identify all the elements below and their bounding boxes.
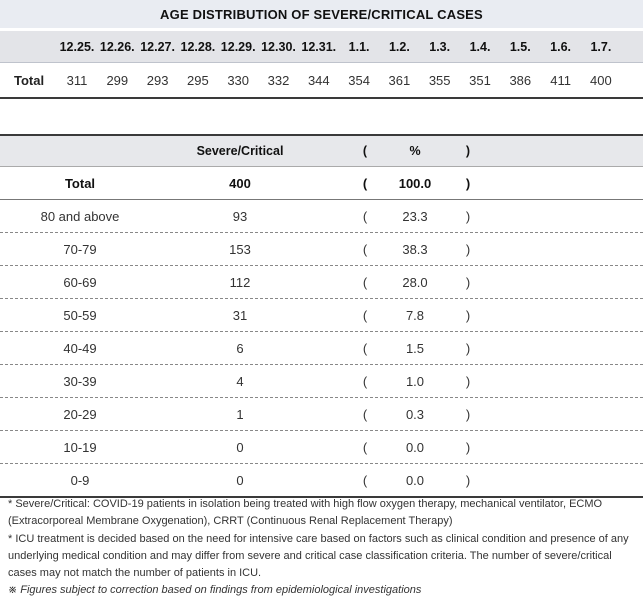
- percent: 28.0: [402, 274, 428, 290]
- date-header: 12.31.: [301, 39, 337, 54]
- date-header: 12.30.: [261, 39, 296, 54]
- age-total-row: [0, 167, 643, 200]
- footnote-correction: ※ Figures subject to correction based on findings from epidemiological investigations: [8, 584, 422, 597]
- severe-count: 0: [236, 439, 244, 455]
- open-paren: (: [362, 472, 368, 488]
- header-count: Severe/Critical: [196, 144, 284, 158]
- percent: 0.3: [405, 406, 425, 422]
- percent: 7.8: [405, 307, 425, 323]
- percent: 0.0: [405, 439, 425, 455]
- daily-total-value: 351: [469, 72, 491, 88]
- age-row: [0, 332, 643, 365]
- daily-row-label: Total: [14, 72, 45, 88]
- age-row: [0, 365, 643, 398]
- percent: 23.3: [402, 208, 428, 224]
- close-paren: ): [465, 439, 471, 455]
- severe-count: 153: [229, 241, 251, 257]
- footnote-severe-definition: * Severe/Critical: COVID-19 patients in isolation being treated with high flow oxygen therapy, mechanical ventilator, ECMO (Extracorporeal Membrane Oxygenation), CRRT (Continuous Renal Replacement Therapy): [8, 498, 603, 528]
- severe-count: 93: [232, 208, 248, 224]
- percent: 38.3: [402, 241, 428, 257]
- daily-total-value: 332: [267, 72, 290, 88]
- date-header: 1.2.: [388, 39, 410, 54]
- close-paren: ): [465, 208, 471, 224]
- footnotes: [8, 496, 638, 600]
- daily-total-value: 344: [307, 72, 330, 88]
- age-row: [0, 431, 643, 464]
- total-close-paren: ): [465, 175, 471, 191]
- age-row: [0, 299, 643, 332]
- age-group: 30-39: [63, 373, 97, 389]
- age-group: 60-69: [63, 274, 97, 290]
- daily-total-table: [0, 31, 643, 99]
- age-rows: [0, 200, 643, 498]
- open-paren: (: [362, 241, 368, 257]
- open-paren: (: [362, 406, 368, 422]
- percent: 1.0: [405, 373, 425, 389]
- close-paren: ): [465, 472, 471, 488]
- total-count: 400: [229, 175, 251, 191]
- date-header: 12.27.: [140, 39, 175, 54]
- daily-total-value: 299: [106, 72, 129, 88]
- daily-total-value: 400: [590, 72, 612, 88]
- open-paren: (: [362, 208, 368, 224]
- severe-count: 4: [236, 373, 244, 389]
- total-open-paren: (: [362, 175, 368, 191]
- age-group: 40-49: [63, 340, 97, 356]
- severe-count: 0: [236, 472, 244, 488]
- close-paren: ): [465, 340, 471, 356]
- age-group: 70-79: [63, 241, 97, 257]
- age-header-row: [0, 134, 643, 167]
- age-row: [0, 464, 643, 498]
- date-header: 1.4.: [469, 39, 491, 54]
- value-cells: [52, 63, 643, 97]
- daily-total-value: 354: [348, 72, 370, 88]
- open-paren: (: [362, 340, 368, 356]
- close-paren: ): [465, 241, 471, 257]
- total-percent: 100.0: [398, 175, 432, 191]
- daily-total-value: 311: [66, 72, 88, 88]
- date-header: 12.26.: [99, 39, 135, 54]
- header-open-paren: (: [362, 144, 368, 158]
- age-row: [0, 266, 643, 299]
- daily-total-row: [0, 63, 643, 99]
- footnote-icu: * ICU treatment is decided based on the need for intensive care based on factors such as clinical condition and presence of any underlying medical condition and may differ from severe and critical case classification criteria. The number of severe/critical cases may not match the number of patients in ICU.: [8, 532, 629, 580]
- open-paren: (: [362, 373, 368, 389]
- age-group: 0-9: [70, 472, 90, 488]
- age-row: [0, 398, 643, 431]
- daily-total-value: 355: [428, 72, 451, 88]
- date-cells: [52, 31, 643, 62]
- close-paren: ): [465, 406, 471, 422]
- date-header: 12.29.: [220, 39, 256, 54]
- age-distribution-table: [0, 134, 643, 498]
- age-group: 80 and above: [40, 208, 120, 224]
- daily-total-value: 361: [388, 72, 411, 88]
- date-header: 1.6.: [550, 39, 572, 54]
- age-group: 50-59: [63, 307, 97, 323]
- date-header: 12.28.: [180, 39, 216, 54]
- daily-total-value: 411: [550, 72, 571, 88]
- close-paren: ): [465, 307, 471, 323]
- date-header: 1.1.: [348, 39, 370, 54]
- severe-count: 31: [232, 307, 248, 323]
- date-header: 12.25.: [59, 39, 95, 54]
- header-percent: %: [409, 144, 421, 158]
- open-paren: (: [362, 274, 368, 290]
- header-group: [20, 136, 140, 166]
- age-group: 20-29: [63, 406, 97, 422]
- daily-total-value: 293: [146, 72, 169, 88]
- date-header: 1.7.: [590, 39, 612, 54]
- open-paren: (: [362, 307, 368, 323]
- age-row: [0, 200, 643, 233]
- daily-total-value: 386: [509, 72, 532, 88]
- percent: 1.5: [405, 340, 425, 356]
- percent: 0.0: [405, 472, 425, 488]
- severe-count: 112: [229, 274, 251, 290]
- severe-count: 6: [236, 340, 244, 356]
- daily-total-value: 330: [227, 72, 250, 88]
- daily-total-value: 295: [187, 72, 209, 88]
- open-paren: (: [362, 439, 368, 455]
- close-paren: ): [465, 274, 471, 290]
- age-row: [0, 233, 643, 266]
- date-header: 1.3.: [429, 39, 451, 54]
- close-paren: ): [465, 373, 471, 389]
- header-close-paren: ): [465, 144, 471, 158]
- severe-count: 1: [236, 406, 244, 422]
- total-group: Total: [64, 175, 96, 191]
- page-title: AGE DISTRIBUTION OF SEVERE/CRITICAL CASES: [0, 0, 643, 28]
- daily-header-row: [0, 31, 643, 63]
- age-group: 10-19: [63, 439, 97, 455]
- date-header: 1.5.: [509, 39, 531, 54]
